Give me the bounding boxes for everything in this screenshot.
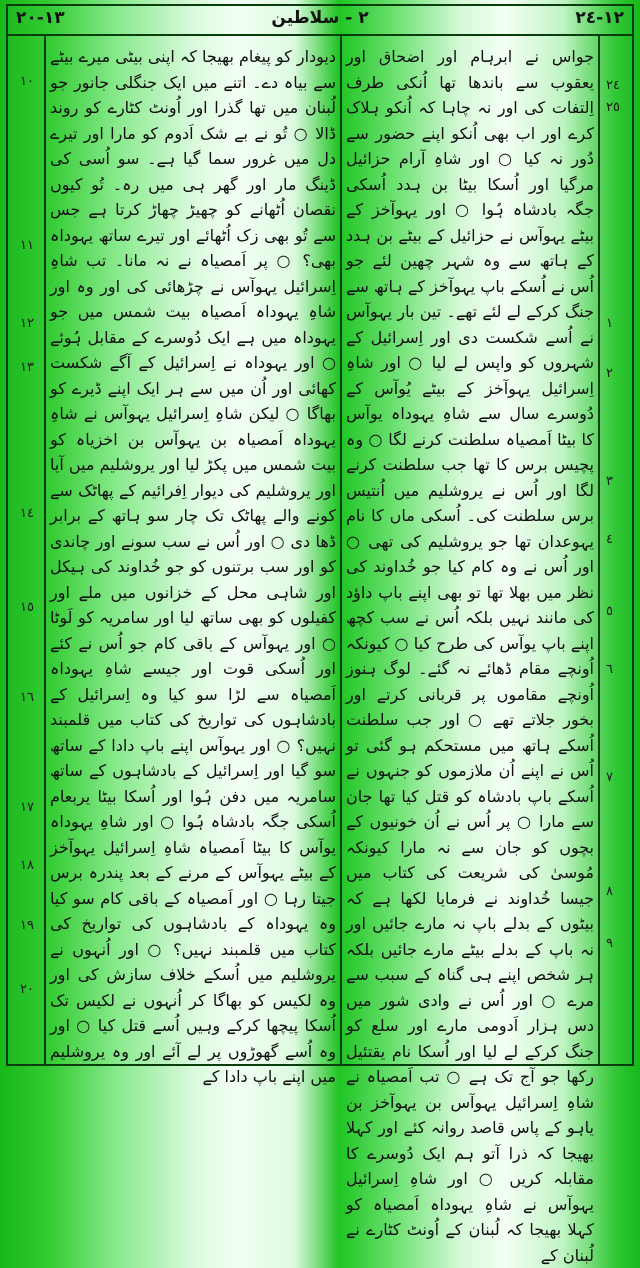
verse-number: ٩ xyxy=(606,936,613,951)
left-chapter-ref: ١٣-٢٠ xyxy=(16,8,65,28)
verse-number: ١٥ xyxy=(20,600,34,615)
right-margin-rule xyxy=(598,34,600,1064)
right-text-column xyxy=(346,44,594,1265)
verse-number: ١ xyxy=(606,316,613,331)
verse-number: ٧ xyxy=(606,770,613,785)
verse-number: ٤ xyxy=(606,532,613,547)
verse-number: ١١ xyxy=(20,238,34,253)
book-title: ٢ - سلاطین xyxy=(271,8,369,28)
verse-number: ٣ xyxy=(606,474,613,489)
verse-number: ٢٤ xyxy=(606,78,620,93)
right-verse-number-column xyxy=(602,44,634,1056)
center-column-rule xyxy=(340,34,342,1064)
page-header xyxy=(8,6,632,36)
left-margin-rule xyxy=(44,34,46,1064)
verse-number: ١٠ xyxy=(20,74,34,89)
right-column-text: جواس نے ابرہام اور اضحاق اور یعقوب سے باندھا تھا اُنکی طرف اِلتفات کی اور نہ چاہا کہ اُنکو ہلاک کرے اور اب بھی اُنکو اپنے حضور سے دُور نہ کیا ○ اور شاہِ آرام حزائیل مرگیا اور اُسکا بیٹا بن ہدد اُسکی جگہ بادشاہ ہُوا ○ اور یہوآخز کے بیٹے یہوآس نے حزائیل کے بیٹے بن ہدد کے ہاتھ سے وہ شہر چھین لئے جو اُس نے اُسکے باپ یہوآخز کے ہاتھ سے جنگ کرکے لے لئے تھے۔ تین بار یہوآس نے اُسے شکست دی اور اِسرائیل کے شہروں کو واپس لے لیا ○ اور شاہِ اِسرائیل یہوآخز کے بیٹے یُوآس کے دُوسرے سال سے شاہِ یہوداہ یوآس کا بیٹا اَمصیاہ سلطنت کرنے لگا ○ وہ پچیس برس کا تھا جب سلطنت کرنے لگا اور اُس نے یروشلیم میں اُنتیس برس سلطنت کی۔ اُسکی ماں کا نام یہوعدان تھا جو یروشلیم کی تھی ○ اور اُس نے وہ کام کیا جو خُداوند کی نظر میں بھلا تھا تو بھی اپنے باپ داؤد کی مانند نہیں بلکہ اُس نے سب کچھ اپنے باپ یوآس کی طرح کیا ○ کیونکہ اُونچے مقام ڈھائے نہ گئے۔ لوگ ہنوز اُونچے مقاموں پر قربانی کرتے اور بخور جلاتے تھے ○ اور جب سلطنت اُسکے ہاتھ میں مستحکم ہو گئی تو اُس نے اپنے اُن ملازموں کو جنہوں نے اُسکے باپ بادشاہ کو قتل کیا تھا جان سے مارا ○ پر اُس نے اُن خونیوں کے بچوں کو جان سے نہ مارا کیونکہ مُوسیٰ کی شریعت کی کتاب میں جیسا خُداوند نے فرمایا لکھا ہے کہ بیٹوں کے بدلے باپ نہ مارے جائیں اور نہ باپ کے بدلے بیٹے مارے جائیں بلکہ ہر شخص اپنے ہی گناہ کے سبب سے مرے ○ اور اُس نے وادی شور میں دس ہزار اَدومی مارے اور سلع کو جنگ کرکے لے لیا اور اُسکا نام یقتئیل رکھا جو آج تک ہے ○ تب اَمصیاہ نے شاہِ اِسرائیل یہوآس بن یہوآخز بن یاہو کے پاس قاصد روانہ کئے اور کہلا بھیجا کہ ذرا آتو ہم ایک دُوسرے کا مقابلہ کریں ○ اور شاہِ اِسرائیل یہوآس نے شاہِ یہوداہ اَمصیاہ کو کہلا بھیجا کہ لُبنان کے اُونٹ کٹارے نے لُبنان کے xyxy=(346,47,594,1265)
verse-number: ١٩ xyxy=(20,918,34,933)
verse-number: ١٣ xyxy=(20,360,34,375)
verse-number: ٨ xyxy=(606,884,613,899)
verse-number: ٢٥ xyxy=(606,100,620,115)
verse-number: ١٦ xyxy=(20,690,34,705)
verse-number: ١٧ xyxy=(20,800,34,815)
right-chapter-ref: ١٢-٢٤ xyxy=(575,8,624,28)
left-text-column xyxy=(50,44,336,1086)
verse-number: ٦ xyxy=(606,662,613,677)
left-verse-number-column xyxy=(6,44,44,1056)
verse-number: ٥ xyxy=(606,604,613,619)
verse-number: ١٢ xyxy=(20,316,34,331)
verse-number: ١٤ xyxy=(20,506,34,521)
verse-number: ٢٠ xyxy=(20,982,34,997)
verse-number: ١٨ xyxy=(20,858,34,873)
verse-number: ٢ xyxy=(606,366,613,381)
left-column-text: دیودار کو پیغام بھیجا کہ اپنی بیٹی میرے بیٹے سے بیاہ دے۔ اتنے میں ایک جنگلی جانور جو لُبنان میں تھا گذرا اور اُونٹ کٹارے کو روند ڈالا ○ تُو نے بے شک اَدوم کو مارا اور تیرے دل میں غرور سما گیا ہے۔ سو اُسی کی ڈینگ مار اور گھر ہی میں رہ۔ تُو کیوں نقصان اُٹھانے کو چھیڑ چھاڑ کرتا ہے جس سے تُو بھی زک اُٹھائے اور تیرے ساتھ یہوداہ بھی؟ ○ پر اَمصیاہ نے نہ مانا۔ تب شاہِ اِسرائیل یہوآس نے چڑھائی کی اور وہ اور شاہِ یہوداہ اَمصیاہ بیت شمس میں جو یہوداہ میں ہے ایک دُوسرے کے مقابل ہُوئے ○ اور یہوداہ نے اِسرائیل کے آگے شکست کھائی اور اُن میں سے ہر ایک اپنے ڈیرے کو بھاگا ○ لیکن شاہِ اِسرائیل یہوآس نے شاہِ یہوداہ اَمصیاہ بن یہوآس بن اخزیاہ کو بیت شمس میں پکڑ لیا اور یروشلیم میں آیا اور یروشلیم کی دیوار اِفرائیم کے پھاٹک سے کونے والے پھاٹک تک چار سو ہاتھ کے برابر ڈھا دی ○ اور اُس نے سب سونے اور چاندی کو اور سب برتنوں کو جو خُداوند کی ہیکل اور شاہی محل کے خزانوں میں ملے اور کفیلوں کو بھی ساتھ لیا اور سامریہ کو لَوٹا ○ اور یہوآس کے باقی کام جو اُس نے کئے اور اُسکی قوت اور جیسے شاہِ یہوداہ اَمصیاہ سے لڑا سو کیا وہ اِسرائیل کے بادشاہوں کی تواریخ کی کتاب میں قلمبند نہیں؟ ○ اور یہوآس اپنے باپ دادا کے ساتھ سو گیا اور اِسرائیل کے بادشاہوں کے ساتھ سامریہ میں دفن ہُوا اور اُسکا بیٹا یربعام اُسکی جگہ بادشاہ ہُوا ○ اور شاہِ یہوداہ یوآس کا بیٹا اَمصیاہ شاہِ اِسرائیل یہوآخز کے بیٹے یہوآس کے مرنے کے بعد پندرہ برس جیتا رہا ○ اور اَمصیاہ کے باقی کام سو کیا وہ یہوداہ کے بادشاہوں کی تواریخ کی کتاب میں قلمبند نہیں؟ ○ اور اُنہوں نے یروشلیم میں اُسکے خلاف سازش کی اور وہ لکیس کو بھاگا کر اُنہوں نے لکیس تک اُسکا پیچھا کرکے وہیں اُسے قتل کیا ○ اور وہ اُسے گھوڑوں پر لے آئے اور وہ یروشلیم میں اپنے باپ دادا کے xyxy=(50,47,336,1086)
